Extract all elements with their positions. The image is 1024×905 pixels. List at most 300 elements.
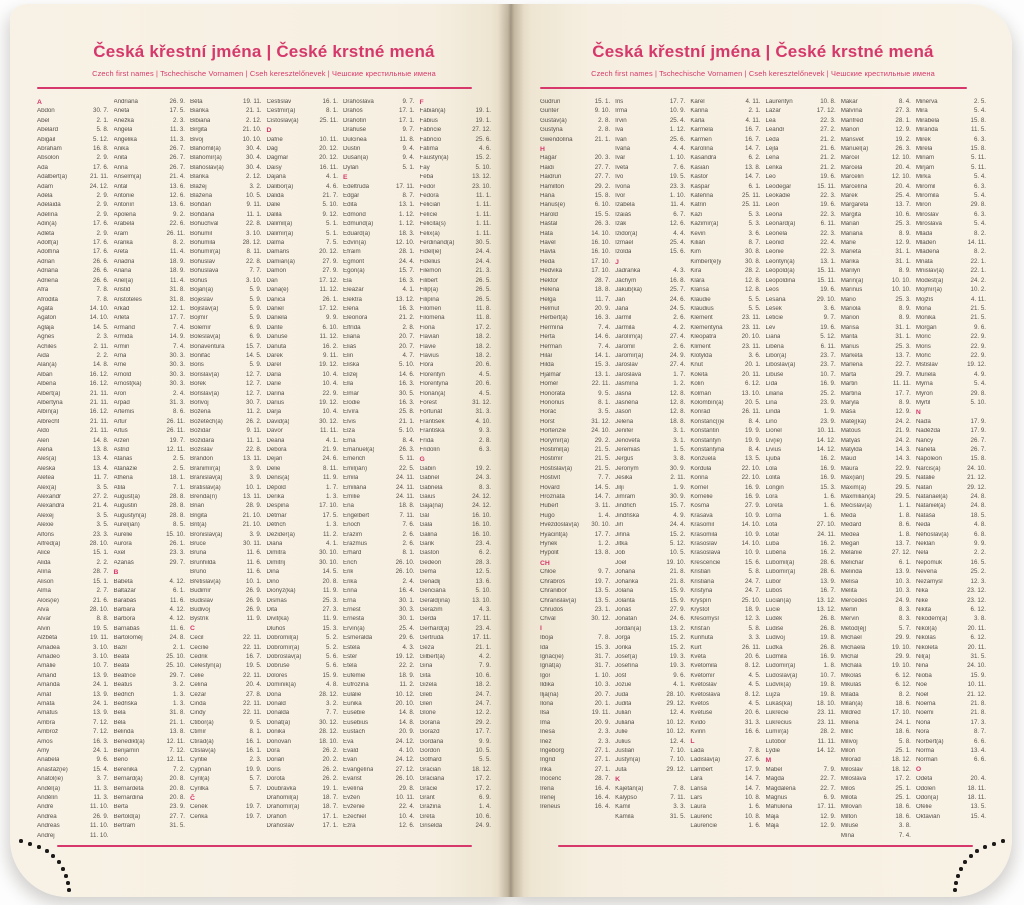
given-name: Niké [915, 597, 929, 604]
name-day-date: 8. 3. [898, 605, 911, 613]
given-name: Libuše [765, 371, 784, 378]
given-name: Miron [915, 202, 932, 209]
given-name: Adalbert(a) [37, 174, 68, 181]
name-day-row [114, 116, 186, 125]
name-day-row [766, 803, 836, 812]
given-name: Dismas [266, 597, 287, 604]
name-day-row [766, 521, 836, 530]
name-day-date: 28. 7. [93, 568, 109, 576]
name-day-date: 15. 2. [669, 530, 686, 538]
name-day-date: 27. 7. [169, 812, 185, 820]
given-name: Noemi [915, 710, 934, 717]
name-day-row [37, 248, 109, 257]
given-name: Edvín(a) [343, 240, 366, 247]
given-name: Ladislav(a) [690, 757, 721, 764]
name-day-date: 3. 9. [249, 464, 262, 472]
name-day-date: 28. 7. [594, 775, 611, 783]
name-day-date: 2. 8. [598, 126, 611, 134]
name-day-row [841, 822, 911, 831]
given-name: Dětřich [266, 522, 286, 529]
name-day-date: 16. 9. [745, 493, 761, 501]
given-name: Mladena [915, 249, 940, 256]
given-name: Nika [915, 588, 929, 595]
name-day-date: 14. 8. [399, 709, 415, 717]
given-name: Lucie [765, 606, 781, 613]
name-day-row [690, 521, 760, 530]
name-day-row [114, 793, 186, 802]
given-name: Maja [765, 813, 779, 820]
name-day-row [540, 267, 610, 276]
given-name: Jaromír(a) [615, 352, 644, 359]
name-day-date: 7. 6. [673, 163, 686, 171]
name-day-date: 26. 5. [475, 276, 491, 284]
name-day-date: 29. 5. [895, 474, 911, 482]
given-name: Jonatan [615, 616, 637, 623]
given-name: Iris [615, 98, 624, 105]
name-day-row [267, 361, 339, 370]
name-day-row [114, 539, 186, 548]
name-day-row [690, 464, 760, 473]
given-name: Eufémie [343, 672, 366, 679]
name-day-row [267, 380, 339, 389]
name-day-date: 24. 6. [669, 295, 686, 303]
name-day-row [420, 427, 492, 436]
given-name: Jasmína [615, 381, 639, 388]
name-day-date: 9. 11. [246, 201, 262, 209]
name-day-row [190, 351, 262, 360]
name-day-row [916, 464, 986, 473]
name-day-date: 21. 8. [970, 709, 986, 717]
given-name: Bartoloměj [113, 635, 143, 642]
name-day-row [916, 144, 986, 153]
name-day-row [690, 257, 760, 266]
name-day-date: 13. 10. [472, 596, 491, 604]
name-day-date: 24. 2. [895, 417, 911, 425]
name-day-row [841, 709, 911, 718]
given-name: Filomen [419, 305, 442, 312]
given-name: Bohumila [190, 240, 216, 247]
given-name: Milena [840, 719, 859, 726]
name-day-date: 28. 10. [89, 540, 109, 548]
name-day-row [916, 323, 986, 332]
name-day-row [916, 587, 986, 596]
given-name: Alois(ie) [37, 597, 59, 604]
name-day-date: 26. 11. [166, 229, 185, 237]
name-day-date: 16. 12. [89, 380, 109, 388]
name-day-date: 9. 6. [96, 756, 109, 764]
name-day-date: 12. 8. [669, 408, 686, 416]
given-name: Melichar [840, 559, 864, 566]
given-name: Nela [915, 550, 929, 557]
name-day-date: 12. 10. [891, 154, 911, 162]
name-day-row [766, 746, 836, 755]
name-day-date: 11. 6. [169, 596, 185, 604]
given-name: Markéta [840, 352, 863, 359]
name-day-date: 2. 3. [249, 756, 262, 764]
name-day-row [190, 690, 262, 699]
name-column [841, 97, 911, 843]
given-name: Jelena [615, 418, 634, 425]
name-day-row [615, 445, 685, 454]
name-day-date: 11. 3. [169, 135, 185, 143]
name-day-date: 3. 2. [325, 699, 338, 707]
given-name: Elodie [343, 399, 360, 406]
name-day-row [37, 126, 109, 135]
name-day-date: 19. 1. [475, 116, 491, 124]
name-day-row [190, 568, 262, 577]
name-day-row [766, 135, 836, 144]
name-day-row [37, 464, 109, 473]
name-day-row [37, 718, 109, 727]
name-day-date: 19. 12. [967, 361, 986, 369]
name-day-date: 16. 3. [399, 304, 415, 312]
name-day-date: 14. 5. [322, 568, 338, 576]
name-day-date: 21. 7. [322, 192, 338, 200]
name-day-date: 20. 7. [399, 342, 415, 350]
corner-dot [45, 849, 49, 853]
given-name: Alva [37, 606, 49, 613]
name-day-row [190, 229, 262, 238]
name-day-date: 11. 1. [246, 436, 262, 444]
name-day-row [37, 502, 109, 511]
name-day-date: 29. 8. [970, 389, 986, 397]
name-column [343, 97, 415, 843]
name-day-row [114, 295, 186, 304]
name-day-row [190, 652, 262, 661]
given-name: Naneta [915, 447, 936, 454]
name-day-date: 3. 3. [748, 634, 761, 642]
given-name: Bojan(a) [190, 287, 213, 294]
given-name: Mariola [840, 305, 861, 312]
given-name: Inesa [540, 729, 555, 736]
name-day-date: 10. 2. [970, 286, 986, 294]
name-day-date: 7. 8. [598, 634, 611, 642]
name-day-date: 17. 6. [93, 163, 109, 171]
name-day-date: 15. 4. [93, 765, 109, 773]
name-day-row [540, 163, 610, 172]
name-day-row [540, 662, 610, 671]
given-name: Izák [615, 221, 627, 228]
name-day-row [267, 182, 339, 191]
given-name: Natanael(a) [915, 494, 948, 501]
given-name: Kryšpín [690, 597, 711, 604]
name-day-date: 10. 1. [246, 577, 262, 585]
given-name: František [419, 418, 445, 425]
corner-dot [954, 881, 958, 885]
name-day-row [114, 455, 186, 464]
name-day-row [841, 398, 911, 407]
given-name: Elena [343, 305, 359, 312]
name-day-date: 11. 9. [322, 615, 338, 623]
name-day-date: 29. 12. [967, 483, 986, 491]
name-day-date: 12. 10. [395, 239, 415, 247]
name-day-row [343, 634, 415, 643]
name-day-row [540, 276, 610, 285]
name-day-row [615, 408, 685, 417]
name-day-date: 12. 8. [745, 276, 761, 284]
name-day-row [267, 436, 339, 445]
given-name: Bohuchval [190, 221, 219, 228]
given-name: Barbara [113, 606, 136, 613]
name-day-row [841, 267, 911, 276]
name-day-date: 24. 1. [93, 681, 109, 689]
name-day-date: 16. 3. [93, 737, 109, 745]
name-day-row [615, 568, 685, 577]
name-day-date: 10. 10. [891, 286, 911, 294]
name-day-row [615, 681, 685, 690]
given-name: Ludmila [765, 653, 787, 660]
given-name: Dalila [266, 211, 282, 218]
name-day-date: 11. 8. [475, 304, 491, 312]
given-name: Eduard(a) [343, 230, 371, 237]
name-day-row [267, 314, 339, 323]
name-day-row [690, 427, 760, 436]
name-day-date: 11. 6. [246, 568, 262, 576]
name-day-date: 20. 11. [967, 624, 986, 632]
name-day-row [766, 671, 836, 680]
name-day-row [615, 370, 685, 379]
given-name: Axel [113, 550, 126, 557]
given-name: Matouš [840, 428, 861, 435]
name-day-date: 19. 6. [820, 173, 836, 181]
given-name: Gražina [419, 804, 441, 811]
name-day-row [420, 333, 492, 342]
name-day-date: 15. 3. [820, 483, 836, 491]
name-day-row [841, 238, 911, 247]
given-name: Marta [840, 371, 857, 378]
given-name: Merlin [840, 606, 858, 613]
name-day-row [615, 276, 685, 285]
name-day-row [343, 464, 415, 473]
name-day-row [540, 126, 610, 135]
name-day-date: 5. 2. [325, 634, 338, 642]
name-day-date: 22. 8. [246, 220, 262, 228]
name-day-row [37, 511, 109, 520]
given-name: Noel [915, 691, 929, 698]
name-day-date: 5. 10. [475, 587, 491, 595]
given-name: Heřman [540, 343, 562, 350]
given-name: Leontýn(a) [765, 258, 795, 265]
name-day-date: 16. 7. [246, 652, 262, 660]
given-name: Jindřich [615, 503, 637, 510]
name-day-row [114, 690, 186, 699]
given-name: Alvin [37, 625, 51, 632]
name-day-row [267, 351, 339, 360]
name-day-date: 12. 6. [399, 822, 415, 830]
name-day-date: 7. 4. [898, 831, 911, 839]
name-day-date: 5. 9. [249, 286, 262, 294]
given-name: Fortunát [419, 409, 443, 416]
given-name: Bibiana [190, 117, 211, 124]
given-name: Daisy [266, 164, 282, 171]
name-day-row [916, 718, 986, 727]
name-day-date: 30. 5. [399, 389, 415, 397]
name-day-row [690, 295, 760, 304]
name-day-date: 13. 1. [399, 201, 415, 209]
given-name: Cedrik [190, 653, 208, 660]
given-name: Konrád [690, 409, 710, 416]
name-day-row [343, 568, 415, 577]
given-name: Morgan [915, 324, 937, 331]
name-day-date: 10. 11. [817, 427, 836, 435]
name-day-date: 18. 12. [891, 765, 911, 773]
given-name: Brit(a) [190, 522, 207, 529]
name-day-date: 23. 9. [820, 398, 836, 406]
given-name: Liboslav(a) [765, 362, 796, 369]
given-name: Magnus [765, 795, 788, 802]
name-day-date: 25. 10. [741, 596, 761, 604]
name-day-date: 11. 4. [670, 201, 686, 209]
given-name: Joel [615, 559, 627, 566]
name-day-date: 26. 11. [742, 643, 761, 651]
name-day-row [841, 530, 911, 539]
name-day-date: 14. 10. [741, 540, 761, 548]
given-name: Derika [266, 494, 285, 501]
name-day-row [690, 389, 760, 398]
name-day-row [267, 615, 339, 624]
name-day-row [343, 784, 415, 793]
name-day-date: 22. 7. [820, 784, 836, 792]
given-name: Krescencie [690, 559, 721, 566]
name-day-row [37, 323, 109, 332]
name-day-date: 5. 10. [322, 201, 338, 209]
given-name: Izmael [615, 240, 634, 247]
diary-spread [10, 4, 1012, 897]
name-day-date: 7. 7. [325, 709, 338, 717]
name-day-row [37, 333, 109, 342]
name-day-date: 16. 4. [594, 794, 611, 802]
name-day-row [420, 483, 492, 492]
given-name: Naděžda [915, 428, 941, 435]
corner-dot [1001, 839, 1005, 843]
name-day-date: 20. 4. [895, 182, 911, 190]
name-day-row [766, 662, 836, 671]
footer-rule [558, 845, 973, 847]
given-name: Lionel [765, 428, 782, 435]
name-day-date: 8. 9. [898, 267, 911, 275]
name-day-date: 7. 9. [478, 662, 491, 670]
name-day-date: 1. 6. [748, 803, 761, 811]
given-name: Féba [419, 174, 434, 181]
name-day-date: 26. 10. [395, 558, 415, 566]
given-name: Inocenc [540, 776, 562, 783]
name-day-row [540, 530, 610, 539]
name-day-date: 10. 4. [322, 370, 338, 378]
name-day-date: 16. 7. [745, 135, 761, 143]
given-name: Gudrun [540, 98, 561, 105]
name-day-date: 2. 8. [598, 116, 611, 124]
name-day-date: 19. 7. [594, 577, 611, 585]
given-name: Dan [266, 277, 278, 284]
name-day-row [343, 220, 415, 229]
name-day-date: 19. 12. [319, 398, 338, 406]
name-day-row [766, 389, 836, 398]
name-day-date: 3. 9. [249, 530, 262, 538]
name-day-date: 14. 12. [816, 436, 836, 444]
given-name: Dalibor(a) [266, 183, 294, 190]
name-day-row [540, 746, 610, 755]
name-day-date: 24. 10. [591, 427, 611, 435]
given-name: Julius [615, 738, 631, 745]
name-day-row [267, 596, 339, 605]
name-day-row [916, 737, 986, 746]
name-day-date: 13. 12. [816, 596, 836, 604]
given-name: Helena [540, 287, 560, 294]
name-day-row [267, 587, 339, 596]
given-name: Gustýna [540, 127, 563, 134]
name-day-row [420, 191, 492, 200]
given-name: Kordula [690, 465, 712, 472]
name-day-date: 15. 2. [669, 643, 686, 651]
name-day-row [37, 549, 109, 558]
given-name: Klaudie [690, 296, 711, 303]
name-day-date: 19. 6. [820, 286, 836, 294]
given-name: Mona [915, 305, 932, 312]
name-day-row [267, 662, 339, 671]
name-day-date: 6. 1. [748, 182, 761, 190]
name-day-row [37, 182, 109, 191]
name-day-date: 24. 4. [475, 257, 491, 265]
name-day-date: 7. 7. [598, 474, 611, 482]
name-day-row [615, 652, 685, 661]
name-day-row [267, 342, 339, 351]
name-day-date: 13. 5. [594, 596, 611, 604]
name-day-date: 9. 3. [478, 427, 491, 435]
name-day-date: 4. 5. [478, 389, 491, 397]
name-day-row [114, 709, 186, 718]
given-name: Mabel [765, 766, 783, 773]
name-day-date: 5. 12. [669, 540, 686, 548]
name-day-date: 16. 3. [399, 380, 415, 388]
name-day-date: 22. 1. [970, 267, 986, 275]
name-column [615, 97, 685, 843]
name-day-date: 27. 2. [820, 126, 836, 134]
given-name: Milovan [840, 804, 862, 811]
name-day-date: 13. 9. [895, 568, 911, 576]
given-name: Andrea [37, 813, 57, 820]
given-name: Ctimír [190, 729, 207, 736]
given-name: Blahomil(a) [190, 146, 221, 153]
given-name: Athéna [113, 475, 133, 482]
given-name: Liliana [765, 390, 784, 397]
name-day-row [916, 445, 986, 454]
given-name: Abrahám [37, 146, 62, 153]
name-day-date: 13. 5. [745, 455, 761, 463]
given-name: Bystrík [190, 616, 209, 623]
name-day-row [841, 276, 911, 285]
name-day-date: 22. 10. [741, 474, 761, 482]
name-day-row [540, 775, 610, 784]
name-day-date: 12. 5. [475, 568, 491, 576]
name-day-row [916, 238, 986, 247]
given-name: Amát [37, 691, 52, 698]
name-day-date: 3. 7. [96, 775, 109, 783]
page-header [540, 42, 986, 89]
name-day-row [37, 709, 109, 718]
name-day-row [615, 163, 685, 172]
name-day-row [114, 210, 186, 219]
given-name: Libor(a) [765, 352, 787, 359]
given-name: Jarolím(a) [615, 334, 643, 341]
given-name: Antal [113, 183, 128, 190]
name-column [190, 97, 262, 843]
given-name: Aurel(ián) [113, 522, 140, 529]
name-day-row [343, 502, 415, 511]
name-day-date: 27. 4. [669, 333, 686, 341]
name-day-row [690, 746, 760, 755]
name-day-row [916, 417, 986, 426]
given-name: Gunter [540, 108, 559, 115]
